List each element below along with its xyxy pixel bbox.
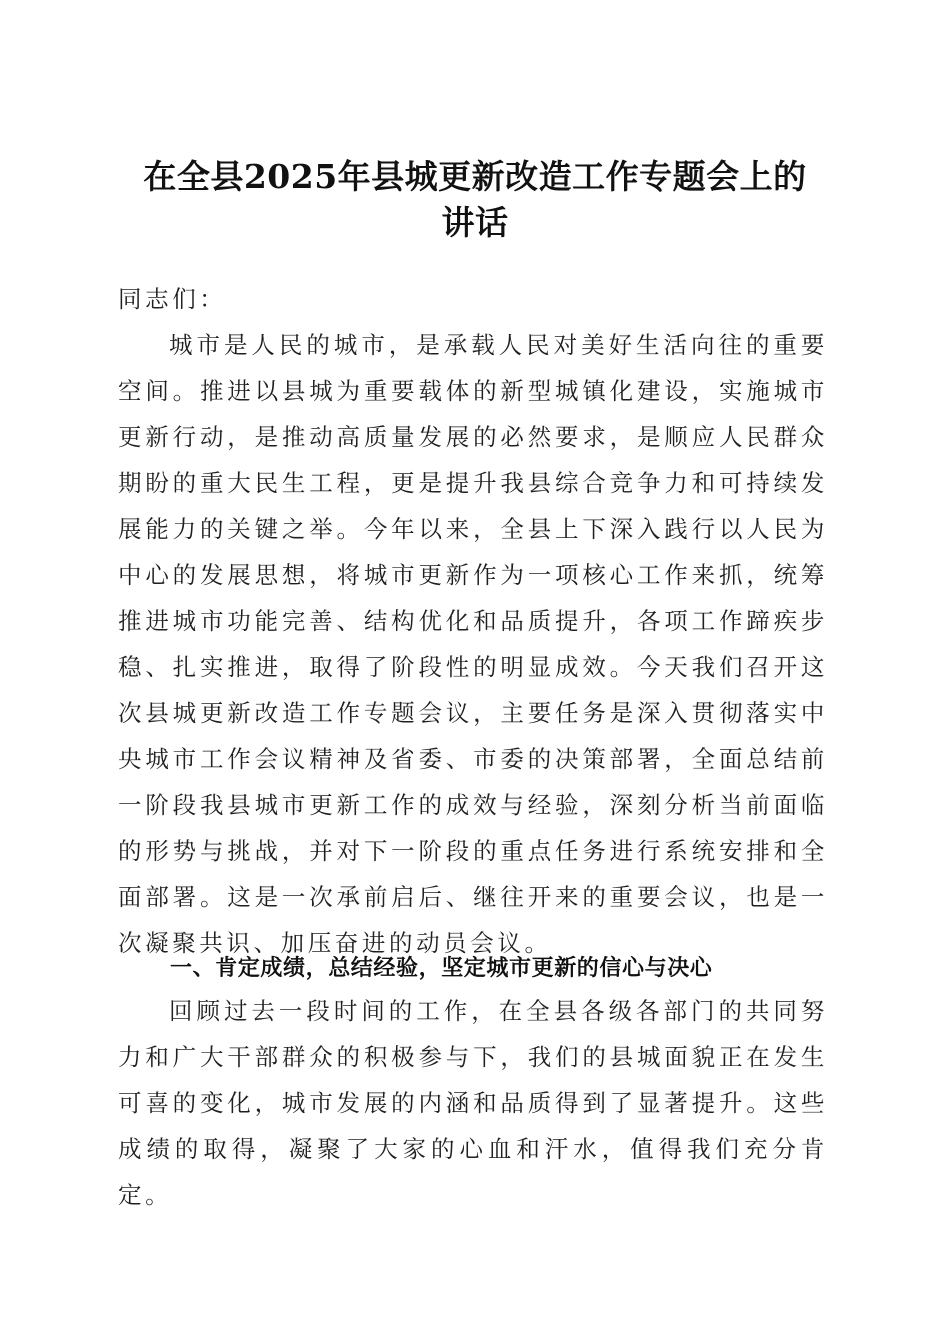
paragraph-review: 回顾过去一段时间的工作，在全县各级各部门的共同努力和广大干部群众的积极参与下，我们的县城面貌正在发生可喜的变化，城市发展的内涵和品质得到了显著提升。这些成绩的取得，凝聚了大家的心血和汗水，值得我们充分肯定。 [118,997,828,1209]
document-title [90,154,860,246]
title-line-1: 在全县2025年县城更新改造工作专题会上的 [143,157,807,197]
title-line-2: 讲话 [441,203,509,243]
section-heading-1: 一、肯定成绩，总结经验，坚定城市更新的信心与决心 [170,956,713,981]
paragraph-intro: 城市是人民的城市，是承载人民对美好生活向往的重要空间。推进以县城为重要载体的新型城镇化建设，实施城市更新行动，是推动高质量发展的必然要求，是顺应人民群众期盼的重大民生工程，更是提升我县综合竞争力和可持续发展能力的关键之举。今年以来，全县上下深入践行以人民为中心的发展思想，将城市更新作为一项核心工作来抓，统筹推进城市功能完善、结构优化和品质提升，各项工作蹄疾步稳、扎实推进，取得了阶段性的明显成效。今天我们召开这次县城更新改造工作专题会议，主要任务是深入贯彻落实中央城市工作会议精神及省委、市委的决策部署，全面总结前一阶段我县城市更新工作的成效与经验，深刻分析当前面临的形势与挑战，并对下一阶段的重点任务进行系统安排和全面部署。这是一次承前启后、继往开来的重要会议，也是一次凝聚共识、加压奋进的动员会议。 [118,331,828,957]
salutation: 同志们： [118,285,227,313]
